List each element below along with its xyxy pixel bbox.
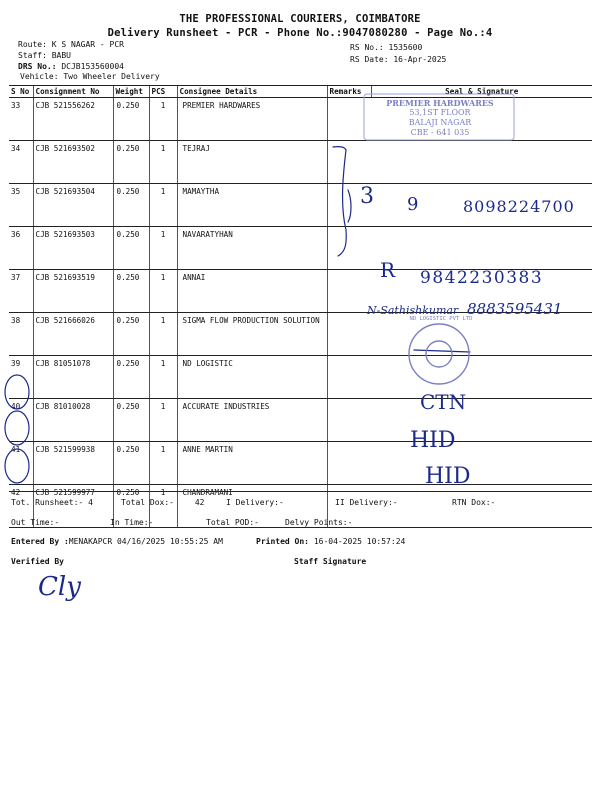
- rs-no-line: [350, 43, 422, 52]
- table-row: [9, 399, 592, 442]
- entered-by-label: Entered By :: [11, 537, 69, 546]
- row-remarks: [327, 227, 371, 270]
- delvy-points: Delvy Points:-: [285, 518, 353, 527]
- row-seal-signature: [371, 442, 592, 485]
- premier-stamp-line4: CBE - 641 035: [410, 128, 470, 137]
- premier-stamp-line2: 53,1ST FLOOR: [409, 108, 471, 117]
- row-pcs: 1: [149, 141, 177, 184]
- row-consignment-no: CJB 521693519: [33, 270, 113, 313]
- row-consignee: ANNAI: [177, 270, 327, 313]
- total-dox-value: 42: [194, 498, 205, 507]
- row-consignment-no: CJB 521693504: [33, 184, 113, 227]
- nd-stamp-text: ND LOGISTIC PVT LTD: [409, 316, 473, 322]
- row-seal-signature: [371, 184, 592, 227]
- rtn-dox: RTN Dox:-: [452, 498, 496, 507]
- row-remarks: [327, 442, 371, 485]
- row-consignee: ACCURATE INDUSTRIES: [177, 399, 327, 442]
- tot-runsheet: [11, 498, 93, 507]
- company-title: THE PROFESSIONAL COURIERS, COIMBATORE: [179, 13, 421, 25]
- table-row: [9, 141, 592, 184]
- row-consignment-no: CJB 521666026: [33, 313, 113, 356]
- row-sno: 36: [9, 227, 33, 270]
- table-row: [9, 442, 592, 485]
- row-weight: 0.250: [113, 356, 149, 399]
- col-header-consignee: Consignee Details: [177, 86, 327, 98]
- row-sno: 37: [9, 270, 33, 313]
- i-delivery: I Delivery:-: [226, 498, 284, 507]
- signature-41: HID: [410, 428, 456, 453]
- table-row: [9, 227, 592, 270]
- rs-no-label: RS No.:: [350, 43, 384, 52]
- printed-on: [256, 537, 405, 546]
- remark-mark-35: 3: [360, 184, 374, 209]
- row-seal-signature: [371, 399, 592, 442]
- premier-stamp-line3: BALAJI NAGAR: [408, 118, 472, 127]
- entered-by-value: MENAKAPCR 04/16/2025 10:55:25 AM: [68, 537, 223, 546]
- phone-35: 8098224700: [463, 197, 575, 216]
- table-row: [9, 270, 592, 313]
- row-pcs: 1: [149, 227, 177, 270]
- row-remarks: [327, 184, 371, 227]
- col-header-weight: Weight: [113, 86, 149, 98]
- row-sno: 35: [9, 184, 33, 227]
- row-seal-signature: [371, 270, 592, 313]
- row-sno: 38: [9, 313, 33, 356]
- row-pcs: 1: [149, 270, 177, 313]
- row-consignee: TEJRAJ: [177, 141, 327, 184]
- route-value: K S NAGAR - PCR: [51, 40, 124, 49]
- verified-signature: Cly: [38, 572, 81, 602]
- row-remarks: [327, 141, 371, 184]
- row-pcs: 1: [149, 399, 177, 442]
- row-consignment-no: CJB 521599977: [33, 485, 113, 528]
- row-sno: 39: [9, 356, 33, 399]
- in-time: In Time:-: [110, 518, 154, 527]
- col-header-seal-signature: Seal & Signature: [371, 86, 592, 98]
- row-weight: 0.250: [113, 485, 149, 528]
- row-weight: 0.250: [113, 98, 149, 141]
- row-pcs: 1: [149, 184, 177, 227]
- row-remarks: [327, 356, 371, 399]
- row-sno: 34: [9, 141, 33, 184]
- col-header-consignment: Consignment No: [33, 86, 113, 98]
- row-sno: 40: [9, 399, 33, 442]
- row-consignee: SIGMA FLOW PRODUCTION SOLUTION: [177, 313, 327, 356]
- row-weight: 0.250: [113, 227, 149, 270]
- row-pcs: 1: [149, 356, 177, 399]
- phone-38: 8883595431: [467, 300, 563, 318]
- route-line: [18, 40, 124, 49]
- row-seal-signature: [371, 98, 592, 141]
- table-row: [9, 98, 592, 141]
- drs-label: DRS No.:: [18, 62, 57, 71]
- row-weight: 0.250: [113, 270, 149, 313]
- rs-date-label: RS Date:: [350, 55, 389, 64]
- row-sno: 42: [9, 485, 33, 528]
- row-weight: 0.250: [113, 442, 149, 485]
- printed-on-value: 16-04-2025 10:57:24: [313, 537, 406, 546]
- row-consignee: CHANDRAMANI: [177, 485, 327, 528]
- row-consignment-no: CJB 521556262: [33, 98, 113, 141]
- col-header-pcs: PCS: [149, 86, 177, 98]
- row-consignee: NAVARATYHAN: [177, 227, 327, 270]
- col-header-remarks: Remarks: [327, 86, 371, 98]
- row-consignee: ANNE MARTIN: [177, 442, 327, 485]
- row-seal-signature: [371, 313, 592, 356]
- staff-label: Staff:: [18, 51, 47, 60]
- row-seal-signature: [371, 356, 592, 399]
- row-remarks: [327, 313, 371, 356]
- row-weight: 0.250: [113, 141, 149, 184]
- row-consignment-no: CJB 521599938: [33, 442, 113, 485]
- row-weight: 0.250: [113, 184, 149, 227]
- runsheet-subtitle: Delivery Runsheet - PCR - Phone No.:9047080280 - Page No.:4: [107, 27, 493, 39]
- tot-runsheet-label: Tot. Runsheet:-: [11, 498, 84, 507]
- row-consignee: MAMAYTHA: [177, 184, 327, 227]
- signature-40: CTN: [420, 390, 467, 414]
- row-pcs: 1: [149, 313, 177, 356]
- rs-no-value: 1535600: [388, 43, 423, 52]
- drs-value: DCJB153560004: [61, 62, 124, 71]
- signature-42: HID: [425, 464, 471, 489]
- row-remarks: [327, 399, 371, 442]
- row-remarks: [327, 98, 371, 141]
- table-row: [9, 313, 592, 356]
- rs-date-line: [350, 55, 446, 64]
- premier-stamp-line1: PREMIER HARDWARES: [386, 98, 494, 108]
- total-dox: [121, 498, 204, 507]
- total-pod: Total POD:-: [206, 518, 259, 527]
- rs-date-value: 16-Apr-2025: [393, 55, 447, 64]
- drs-line: [18, 62, 124, 71]
- vehicle-value: Two Wheeler Delivery: [63, 72, 160, 81]
- table-header-row: [9, 86, 592, 98]
- verified-by: [11, 557, 64, 566]
- row-sno: 33: [9, 98, 33, 141]
- row-consignment-no: CJB 81051078: [33, 356, 113, 399]
- tot-runsheet-value: 4: [88, 498, 93, 507]
- name-38: N-Sathishkumar: [367, 304, 459, 317]
- table-row: [9, 184, 592, 227]
- row-seal-signature: [371, 141, 592, 184]
- staff-signature-label: Staff Signature: [294, 557, 367, 566]
- runsheet-table: [9, 85, 592, 528]
- signature-37: R: [380, 258, 396, 282]
- vehicle-line: [20, 72, 160, 81]
- row-pcs: 1: [149, 442, 177, 485]
- total-dox-label: Total Dox:-: [121, 498, 174, 507]
- staff-signature: [294, 557, 366, 566]
- row-remarks: [327, 270, 371, 313]
- route-label: Route:: [18, 40, 47, 49]
- row-consignee: ND LOGISTIC: [177, 356, 327, 399]
- staff-line: [18, 51, 71, 60]
- out-time: Out Time:-: [11, 518, 60, 527]
- row-pcs: 1: [149, 98, 177, 141]
- table-row: [9, 356, 592, 399]
- footer-divider: [9, 491, 592, 492]
- signature-35: 9: [407, 194, 419, 215]
- printed-on-label: Printed On:: [256, 537, 309, 546]
- row-consignment-no: CJB 81010028: [33, 399, 113, 442]
- ii-delivery: II Delivery:-: [335, 498, 398, 507]
- vehicle-label: Vehicle:: [20, 72, 59, 81]
- phone-37: 9842230383: [420, 268, 544, 288]
- col-header-sno: S No: [9, 86, 33, 98]
- row-weight: 0.250: [113, 313, 149, 356]
- entered-by: [11, 537, 223, 546]
- row-pcs: 1: [149, 485, 177, 528]
- row-consignment-no: CJB 521693503: [33, 227, 113, 270]
- row-consignee: PREMIER HARDWARES: [177, 98, 327, 141]
- row-seal-signature: [371, 227, 592, 270]
- staff-value: BABU: [51, 51, 71, 60]
- verified-by-label: Verified By: [11, 557, 64, 566]
- row-weight: 0.250: [113, 399, 149, 442]
- row-consignment-no: CJB 521693502: [33, 141, 113, 184]
- row-sno: 41: [9, 442, 33, 485]
